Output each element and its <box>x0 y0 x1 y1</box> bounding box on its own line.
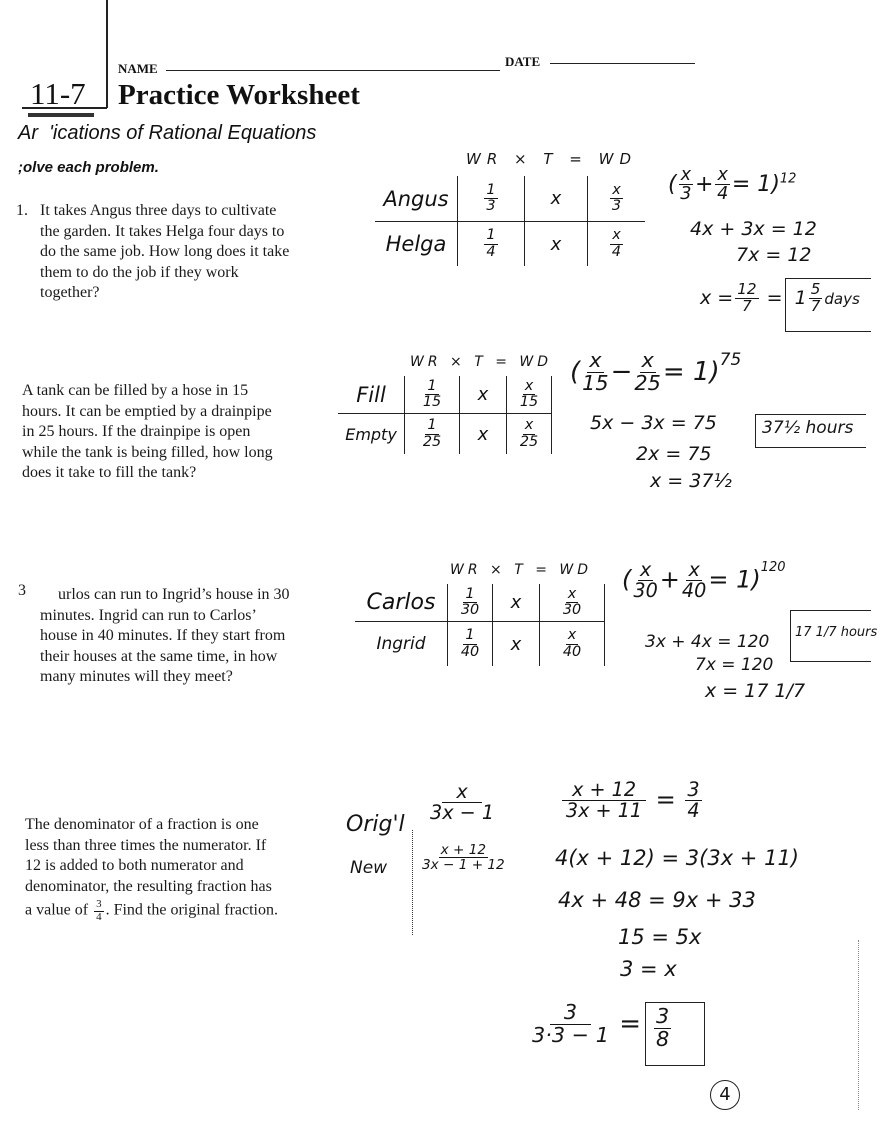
numerator: x <box>589 348 602 372</box>
problem-4-text <box>25 815 278 923</box>
name-label: NAME <box>118 61 158 76</box>
p4-step: 3 = x <box>620 957 677 981</box>
denominator: 3 <box>680 184 692 205</box>
denominator: 15 <box>422 394 442 410</box>
text-part: = 1 <box>731 171 772 197</box>
numerator: 3 <box>656 1004 670 1028</box>
text-line: hours. It can be emptied by a drainpipe <box>22 402 272 420</box>
denominator: 30 <box>633 579 658 603</box>
text-part: + <box>659 565 680 594</box>
text-line: denominator, the resulting fraction has <box>25 877 272 895</box>
p2-step: 2x = 75 <box>636 443 712 465</box>
denominator: 30 <box>562 602 582 618</box>
row-label: Empty <box>338 414 405 454</box>
p1-equation: ( $\frac{x}{3}$ + $\frac{x}{4}$ = 1)$^{12}$ <box>668 165 797 205</box>
p4-new-fraction <box>420 843 507 873</box>
text-line: many minutes will they meet? <box>40 668 233 685</box>
work-cell <box>540 584 605 622</box>
p2-equation: ( $\frac{x}{15}$ − $\frac{x}{25}$ = 1)$^{75}$ <box>570 348 742 395</box>
p1-table-header: WR × T = WD <box>466 150 638 168</box>
scan-edge-mark <box>858 940 859 1110</box>
p4-divider <box>412 830 413 935</box>
page-title: Practice Worksheet <box>118 79 360 111</box>
date-label: DATE <box>505 54 541 69</box>
denominator: 3 <box>486 198 496 214</box>
denominator: 7 <box>810 296 821 315</box>
fraction <box>562 780 646 821</box>
numerator: x + 12 <box>440 842 487 858</box>
problem-3-number: 3 <box>18 582 26 599</box>
numerator: 1 <box>465 627 475 644</box>
denominator: 4 <box>611 243 622 260</box>
row-label: Helga <box>375 222 458 266</box>
p3-equation: ( $\frac{x}{30}$ + $\frac{x}{40}$ = 1)$^{120}$ <box>622 558 786 603</box>
numerator: x <box>524 377 534 394</box>
numerator: 12 <box>737 280 757 298</box>
p3-step: 3x + 4x = 120 <box>645 632 770 652</box>
text-part: . Find the original fraction. <box>105 901 278 919</box>
text-part: a value of <box>25 901 89 919</box>
fraction <box>520 379 538 410</box>
p3-work-table <box>355 584 605 666</box>
p4-step: 15 = 5x <box>618 925 702 949</box>
numerator: x <box>567 627 577 644</box>
text-part: + <box>695 171 714 197</box>
text-line: urlos can run to Ingrid’s house in 30 <box>58 586 290 603</box>
denominator: 3·3 − 1 <box>532 1022 609 1047</box>
time-cell: x <box>493 622 540 666</box>
numerator: 3 <box>687 778 700 801</box>
fraction <box>679 166 693 204</box>
p4-step: 4x + 48 = 9x + 33 <box>558 888 756 912</box>
text-part: 12 <box>779 171 797 187</box>
problem-1-text <box>40 201 289 304</box>
text-line: in 25 hours. If the drainpipe is open <box>22 423 251 440</box>
denominator: 15 <box>582 370 609 395</box>
fraction <box>735 282 758 315</box>
numerator: x <box>524 417 534 434</box>
numerator: x <box>717 165 728 185</box>
fraction <box>610 183 623 214</box>
numerator: 5 <box>810 280 821 298</box>
denominator: 25 <box>519 433 539 450</box>
text-part: 120 <box>760 560 786 575</box>
row-label: Fill <box>338 376 405 414</box>
fraction <box>634 350 660 395</box>
text-part: = 1 <box>662 356 710 387</box>
p2-work-table <box>338 376 552 454</box>
time-cell: x <box>460 376 507 414</box>
text-part: 75 <box>719 350 742 370</box>
lesson-bar <box>28 113 94 117</box>
text-line: while the tank is being filled, how long <box>22 443 273 461</box>
row-label: Carlos <box>355 584 448 622</box>
fraction <box>532 1002 609 1047</box>
text-part: − <box>610 356 633 387</box>
p2-answer: 37½ hours <box>762 418 854 438</box>
numerator: x <box>641 348 654 372</box>
problem-1-number: 1. <box>16 202 28 219</box>
numerator: x <box>567 585 577 602</box>
fraction <box>633 560 657 601</box>
text-part: = 1 <box>708 565 752 594</box>
numerator: x <box>639 558 652 581</box>
work-cell <box>507 376 552 414</box>
numerator: 3 <box>550 1002 591 1025</box>
fraction <box>484 183 497 214</box>
numerator: 3 <box>96 898 102 910</box>
p1-answer-box <box>785 278 871 332</box>
p3-answer: 17 1/7 hours <box>795 625 878 640</box>
p3-step: 7x = 120 <box>695 655 774 675</box>
text-line: does it take to fill the tank? <box>22 464 197 481</box>
p1-step: 4x + 3x = 12 <box>690 218 817 240</box>
rate-cell <box>405 414 460 454</box>
time-cell: x <box>525 222 588 266</box>
fraction <box>563 628 581 659</box>
work-cell <box>588 176 645 222</box>
rate-cell <box>458 222 525 266</box>
p1-step: 7x = 12 <box>736 244 812 266</box>
fraction <box>423 379 441 410</box>
p1-work-table <box>375 176 645 266</box>
fraction <box>582 350 608 395</box>
text-line: 12 is added to both numerator and <box>25 857 244 874</box>
p2-step: 5x − 3x = 75 <box>590 412 717 434</box>
numerator: x <box>612 227 621 244</box>
numerator: 1 <box>486 227 496 244</box>
text-line: The denominator of a fraction is one <box>25 816 259 833</box>
fraction <box>685 780 701 821</box>
time-cell: x <box>525 176 588 222</box>
denominator: 40 <box>681 579 707 603</box>
fraction <box>654 1006 671 1051</box>
denominator: 3 <box>611 198 622 214</box>
text-line: the garden. It takes Helga four days to <box>40 222 285 240</box>
p4-new-label: New <box>350 858 388 878</box>
text-part: 1 <box>794 286 807 309</box>
p3-table-header: WR × T = WD <box>450 562 593 578</box>
time-cell: x <box>493 584 540 622</box>
numerator: 1 <box>427 417 437 434</box>
text-line: do the same job. How long does it take <box>40 243 290 260</box>
text-line: A tank can be filled by a hose in 15 <box>22 382 249 399</box>
p4-orig-fraction <box>428 782 496 823</box>
fraction <box>715 166 729 204</box>
lesson-box-rule <box>106 0 108 108</box>
fraction <box>422 843 505 873</box>
rate-cell <box>448 584 493 622</box>
denominator: 4 <box>486 243 496 260</box>
name-field-line[interactable] <box>166 70 500 71</box>
denominator: 25 <box>634 370 661 395</box>
p4-substitution: $\frac{3}{3\cdot 3 - 1}$ = <box>532 1000 642 1047</box>
denominator: 3x − 1 + 12 <box>422 857 505 874</box>
denominator: 8 <box>656 1026 670 1051</box>
denominator: 3x − 1 <box>430 801 495 825</box>
numerator: x + 12 <box>562 780 646 801</box>
p2-step: x = 37½ <box>650 470 732 492</box>
fraction-three-fourths <box>94 899 104 923</box>
fraction <box>484 228 497 259</box>
fraction <box>682 560 706 601</box>
row-label: Ingrid <box>355 622 448 666</box>
lesson-subtitle: Ar 'ications of Rational Equations <box>18 122 317 144</box>
work-cell <box>507 414 552 454</box>
fraction <box>423 418 441 449</box>
p4-answer <box>652 1006 673 1051</box>
instructions: ;olve each problem. <box>18 159 159 176</box>
text-line: house in 40 minutes. If they start from <box>40 627 286 644</box>
p3-step: x = 17 1/7 <box>705 680 806 702</box>
text-part: days <box>824 289 860 308</box>
text-part: x = <box>700 286 734 309</box>
denominator: 7 <box>742 296 752 315</box>
p4-step: 4(x + 12) = 3(3x + 11) <box>555 846 799 870</box>
denominator: 30 <box>460 602 480 618</box>
text-part: = <box>766 286 783 309</box>
problem-2-text <box>22 381 273 484</box>
denominator: 4 <box>96 910 102 923</box>
numerator: 1 <box>427 377 437 394</box>
page-number-circle: 4 <box>710 1080 740 1110</box>
text-line: It takes Angus three days to cultivate <box>40 202 277 219</box>
denominator: 40 <box>460 643 480 660</box>
time-cell: x <box>460 414 507 454</box>
lesson-number: 11-7 <box>30 76 86 111</box>
denominator: 15 <box>519 394 539 410</box>
fraction <box>563 587 581 618</box>
date-field-line[interactable] <box>550 63 695 64</box>
numerator: x <box>688 558 700 581</box>
fraction <box>461 628 479 659</box>
work-cell <box>540 622 605 666</box>
denominator: 40 <box>562 643 582 660</box>
text-line: minutes. Ingrid can run to Carlos’ <box>40 606 257 624</box>
fraction <box>430 782 494 823</box>
numerator: 1 <box>465 585 475 602</box>
denominator: 25 <box>422 433 442 450</box>
denominator: 4 <box>687 799 700 823</box>
fraction <box>461 587 479 618</box>
rate-cell <box>405 376 460 414</box>
p2-table-header: WR × T = WD <box>410 354 553 370</box>
numerator: x <box>442 782 481 803</box>
numerator: 1 <box>486 181 496 198</box>
text-line: them to do the job if they work <box>40 263 239 281</box>
rate-cell <box>448 622 493 666</box>
text-line: their houses at the same time, in how <box>40 647 278 665</box>
text-line: together? <box>40 284 100 301</box>
rate-cell <box>458 176 525 222</box>
p4-orig-label: Orig'l <box>346 812 405 837</box>
numerator: x <box>612 181 621 198</box>
problem-3-text <box>40 585 290 688</box>
p4-equation: $\frac{x + 12}{3x + 11}$ = $\frac{3}{4}$ <box>560 780 704 821</box>
fraction <box>610 228 623 259</box>
denominator: 3x + 11 <box>565 799 643 823</box>
numerator: x <box>680 165 692 185</box>
text-line <box>25 899 278 923</box>
denominator: 4 <box>717 184 729 205</box>
text-line: less than three times the numerator. If <box>25 836 267 854</box>
row-label: Angus <box>375 176 458 222</box>
fraction <box>520 418 538 449</box>
work-cell <box>588 222 645 266</box>
